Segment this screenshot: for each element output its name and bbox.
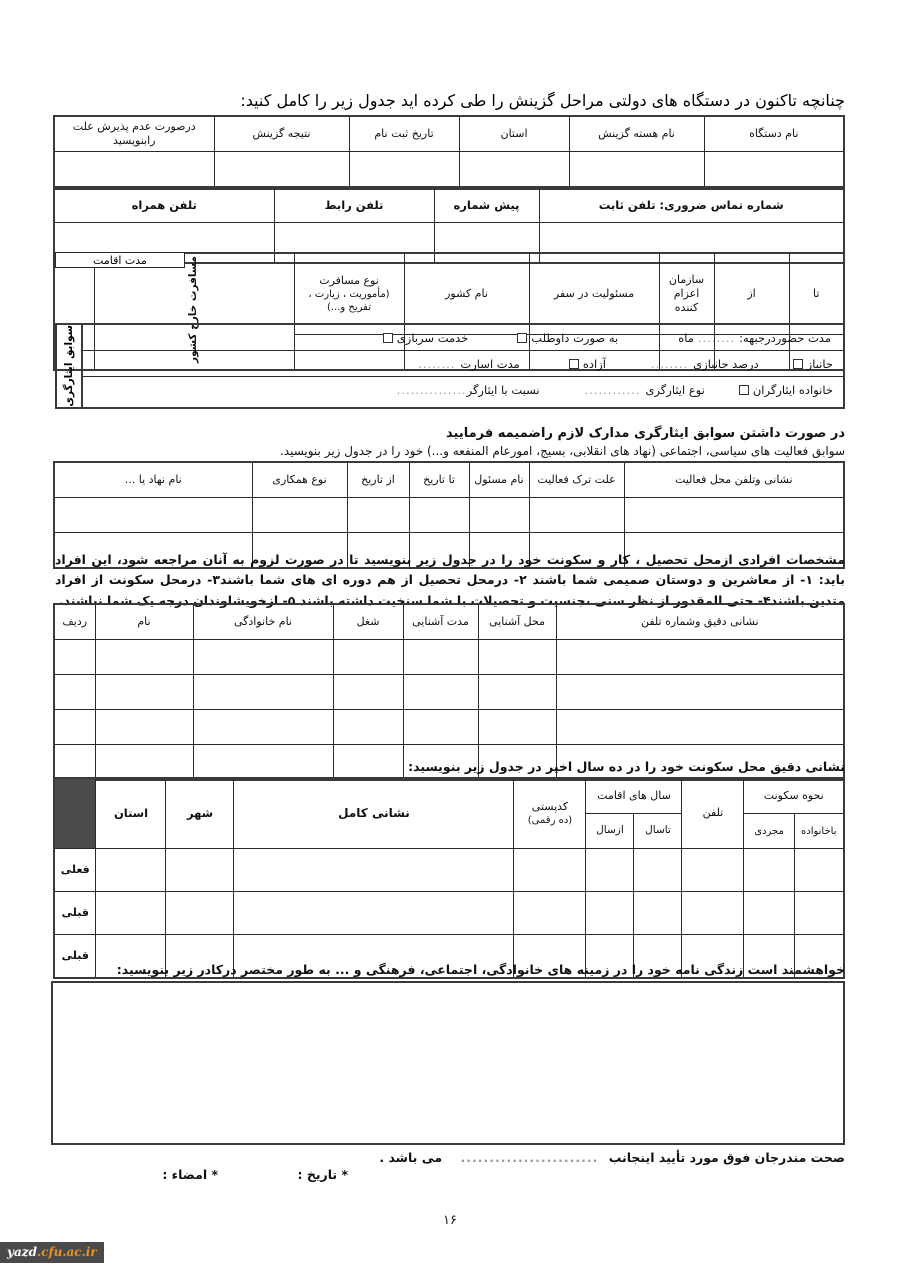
cell-institution-name[interactable] (54, 498, 252, 533)
label-disability-percent: درصد جانبازی (693, 356, 759, 371)
cell-supervisor-name[interactable] (469, 498, 529, 533)
table-header-row (54, 778, 844, 814)
table-row (54, 675, 844, 710)
cell-postal-code[interactable] (514, 892, 586, 935)
cell-mode-single[interactable] (744, 849, 794, 892)
col-country: نام کشور (404, 253, 529, 335)
signature-row (55, 1167, 845, 1189)
cell-ref-address-phone[interactable] (556, 640, 844, 675)
col-period-marker (54, 778, 96, 849)
cell-ref-job[interactable] (333, 640, 403, 675)
label-trip-type-sub: (مأموریت ، زیارت ، تفریح و...) (308, 289, 390, 314)
cell-city[interactable] (166, 849, 234, 892)
label-military-service: خدمت سربازی (396, 330, 469, 345)
dots-frontline: ........ (697, 330, 736, 345)
confirm-prefix: صحت مندرجان فوق مورد تأیید اینجانب (608, 1150, 845, 1165)
table-header-row (54, 604, 844, 640)
cell-postal-code[interactable] (514, 849, 586, 892)
veteran-row-frontline (83, 325, 843, 351)
dots-captivity: ........ (418, 356, 456, 371)
col-year-to: تاسال (634, 814, 682, 849)
col-acquaintance-place: محل آشنایی (478, 604, 556, 640)
col-supervisor-name: نام مسئول (469, 462, 529, 498)
table-row (54, 640, 844, 675)
veteran-side-label: سوابق ایثارگری (55, 323, 81, 409)
cell-full-address[interactable] (234, 892, 514, 935)
label-frontline-duration: مدت حضوردرجبهه: (739, 330, 831, 345)
cell-ref-firstname[interactable] (95, 640, 193, 675)
cell-core-name[interactable] (569, 152, 704, 190)
cell-acquaintance-duration[interactable] (403, 710, 478, 745)
cell-acquaintance-place[interactable] (478, 710, 556, 745)
label-trip-type: نوع مسافرت (319, 273, 379, 287)
col-stay-duration: مدت اقامت (55, 252, 185, 268)
signature-label[interactable]: * امضاء : (162, 1167, 218, 1182)
label-postal-code-sub: (ده رقمی) (527, 815, 573, 827)
label-veteran-family: خانواده ایثارگران (752, 383, 833, 397)
col-ref-index: ردیف (54, 604, 95, 640)
residence-intro: نشانی دقیق محل سکونت خود را در ده سال اخیر در جدول زیر بنویسید: (408, 759, 845, 774)
table-header-row (54, 462, 844, 498)
col-landline: شماره تماس ضروری: تلفن ثابت (539, 187, 844, 223)
cell-mode-family[interactable] (794, 892, 844, 935)
confirmation-line (55, 1150, 845, 1165)
col-date-from: از تاریخ (347, 462, 409, 498)
table-row (54, 498, 844, 533)
cell-ref-index[interactable] (54, 710, 95, 745)
references-paragraph: مشخصات افرادی ازمحل تحصیل ، کار و سکونت خود را در جدول زیر بنویسید تا در صورت لزوم به آنان مراجعه شود، این افراد باید: ۱- از معاشرین و دوستان صمیمی شما باشند ۲- درمحل تحصیل از هم دوره ای های شما باشند۳- درمحل سکونت از افراد متدین باشند۴- حتی المقدور از نظر سنی ،جنسیت و تحصیلات با شما سنخیت داشته باشند ۵- ازخویشاوندان درجه یک شما نباشند. (55, 552, 846, 608)
col-ref-lastname: نام خانوادگی (193, 604, 333, 640)
cell-province[interactable] (459, 152, 569, 190)
col-residence-phone: تلفن (682, 778, 744, 849)
col-date-to: تا تاریخ (409, 462, 469, 498)
cell-mode-single[interactable] (744, 892, 794, 935)
residence-table (53, 777, 845, 979)
biography-textarea[interactable] (51, 981, 845, 1145)
checkbox-military-service[interactable] (383, 333, 393, 343)
col-mobile: تلفن همراه (54, 187, 274, 223)
col-reject-reason: درصورت عدم پذیرش علت رابنویسید (54, 116, 214, 152)
cell-date-to[interactable] (409, 498, 469, 533)
cell-ref-firstname[interactable] (95, 710, 193, 745)
cell-province[interactable] (96, 892, 166, 935)
watermark-prefix: yazd (7, 1245, 37, 1259)
cell-year-to[interactable] (634, 849, 682, 892)
cell-ref-address-phone[interactable] (556, 675, 844, 710)
dots-disability-percent: ........ (650, 356, 689, 371)
cell-residence-phone[interactable] (682, 849, 744, 892)
travel-side-label: مسافرت خارج کشور (94, 253, 294, 370)
cell-date-from[interactable] (347, 498, 409, 533)
veteran-row-family (83, 377, 843, 403)
col-sending-org: سازمان اعزام کننده (659, 253, 714, 335)
cell-ref-lastname[interactable] (193, 710, 333, 745)
col-full-address: نشانی کامل (234, 778, 514, 849)
cell-result[interactable] (214, 152, 349, 190)
col-reg-date: تاریخ ثبت نام (349, 116, 459, 152)
watermark-suffix: .cfu.ac.ir (36, 1245, 97, 1259)
cell-ref-job[interactable] (333, 675, 403, 710)
activity-subtitle: سوابق فعالیت های سیاسی، اجتماعی (نهاد های انقلابی، بسیج، امورعام المنفعه و...) خود را در جدول زیر بنویسید. (279, 444, 845, 458)
col-mode-single: مجردی (744, 814, 794, 849)
form-sheet (55, 0, 845, 1273)
col-institution-name: نام نهاد یا ... (54, 462, 252, 498)
gozinesh-table (53, 115, 845, 190)
table-row (54, 849, 844, 892)
col-area-code: پیش شماره (434, 187, 539, 223)
veteran-row-disabled (83, 351, 843, 377)
col-acquaintance-duration: مدت آشنایی (403, 604, 478, 640)
col-activity-address: نشانی وتلفن محل فعالیت (624, 462, 844, 498)
cell-year-to[interactable] (634, 892, 682, 935)
cell-mode-family[interactable] (794, 849, 844, 892)
row-label-previous-2: قبلی (54, 935, 96, 979)
confirm-dots: ........................ (460, 1150, 599, 1165)
checkbox-veteran-family[interactable] (739, 385, 749, 395)
cell-ref-address-phone[interactable] (556, 710, 844, 745)
table-header-row (54, 187, 844, 223)
cell-acquaintance-place[interactable] (478, 675, 556, 710)
cell-activity-address[interactable] (624, 498, 844, 533)
cell-ref-lastname[interactable] (193, 675, 333, 710)
table-row (54, 892, 844, 935)
cell-device-name[interactable] (704, 152, 844, 190)
label-postal-code: کدپستی (531, 799, 569, 813)
checkbox-freed-pow[interactable] (569, 359, 579, 369)
cell-reg-date[interactable] (349, 152, 459, 190)
gozinesh-intro: چنانچه تاکنون در دستگاه های دولتی مراحل گزینش را طی کرده اید جدول زیر را کامل کنید: (240, 91, 845, 110)
cell-residence-phone[interactable] (682, 892, 744, 935)
date-label[interactable]: * تاریخ : (297, 1167, 348, 1182)
col-residence-mode: نحوه سکونت (744, 778, 844, 814)
row-label-current: فعلی (54, 849, 96, 892)
cell-ref-lastname[interactable] (193, 640, 333, 675)
references-table (53, 603, 845, 781)
table-header-row (54, 116, 844, 152)
activity-title: در صورت داشتن سوابق ایثارگری مدارک لازم راضمیمه فرمایید (446, 426, 845, 441)
cell-year-from[interactable] (586, 892, 634, 935)
cell-full-address[interactable] (234, 849, 514, 892)
col-province: استان (96, 778, 166, 849)
col-year-from: ازسال (586, 814, 634, 849)
site-watermark (0, 1242, 104, 1263)
col-leave-reason: علت ترک فعالیت (529, 462, 624, 498)
col-postal-code (514, 778, 586, 849)
cell-acquaintance-duration[interactable] (403, 675, 478, 710)
col-cooperation-type: نوع همکاری (252, 462, 347, 498)
col-contact-phone: تلفن رابط (274, 187, 434, 223)
cell-acquaintance-place[interactable] (478, 640, 556, 675)
cell-year-from[interactable] (586, 849, 634, 892)
cell-acquaintance-duration[interactable] (403, 640, 478, 675)
col-city: شهر (166, 778, 234, 849)
cell-ref-firstname[interactable] (95, 675, 193, 710)
biography-intro: خواهشمند است زندگی نامه خود را در زمینه های خانوادگی، اجتماعی، فرهنگی و ... به طور مختصر درکادر زیر بنویسید: (116, 962, 845, 977)
label-veteran-type: نوع ایثارگری (645, 383, 705, 397)
cell-cooperation-type[interactable] (252, 498, 347, 533)
label-volunteer: به صورت داوطلب (531, 330, 619, 345)
cell-ref-index[interactable] (54, 640, 95, 675)
cell-reject-reason[interactable] (54, 152, 214, 190)
col-trip-responsibility: مسئولیت در سفر (529, 253, 659, 335)
label-captivity-duration: مدت اسارت (460, 356, 520, 371)
dots-veteran-relation: ............... (396, 383, 467, 397)
cell-ref-index[interactable] (54, 675, 95, 710)
col-result: نتیجه گزینش (214, 116, 349, 152)
col-core-name: نام هسته گزینش (569, 116, 704, 152)
checkbox-volunteer[interactable] (517, 333, 527, 343)
veteran-block (55, 323, 845, 409)
table-row (54, 152, 844, 190)
cell-province[interactable] (96, 849, 166, 892)
col-province: استان (459, 116, 569, 152)
label-veteran-relation: نسبت با ایثارگر (466, 383, 540, 397)
col-ref-address-phone: نشانی دقیق وشماره تلفن (556, 604, 844, 640)
row-label-previous-1: قبلی (54, 892, 96, 935)
table-row (54, 710, 844, 745)
col-ref-firstname: نام (95, 604, 193, 640)
checkbox-disabled-veteran[interactable] (793, 359, 803, 369)
cell-ref-job[interactable] (333, 710, 403, 745)
col-device-name: نام دستگاه (704, 116, 844, 152)
confirm-suffix: می باشد . (379, 1150, 443, 1165)
col-mode-family: باخانواده (794, 814, 844, 849)
col-ref-job: شغل (333, 604, 403, 640)
label-freed-pow: آزاده (582, 356, 606, 371)
col-residence-years: سال های اقامت (586, 778, 682, 814)
label-disabled-veteran: جانباز (806, 356, 833, 371)
dots-veteran-type: ............ (584, 383, 641, 397)
label-stay-from: از (747, 286, 756, 300)
cell-leave-reason[interactable] (529, 498, 624, 533)
label-month-unit: ماه (678, 330, 694, 345)
cell-city[interactable] (166, 892, 234, 935)
label-stay-to: تا (813, 286, 820, 300)
page-number: ۱۶ (443, 1213, 457, 1228)
